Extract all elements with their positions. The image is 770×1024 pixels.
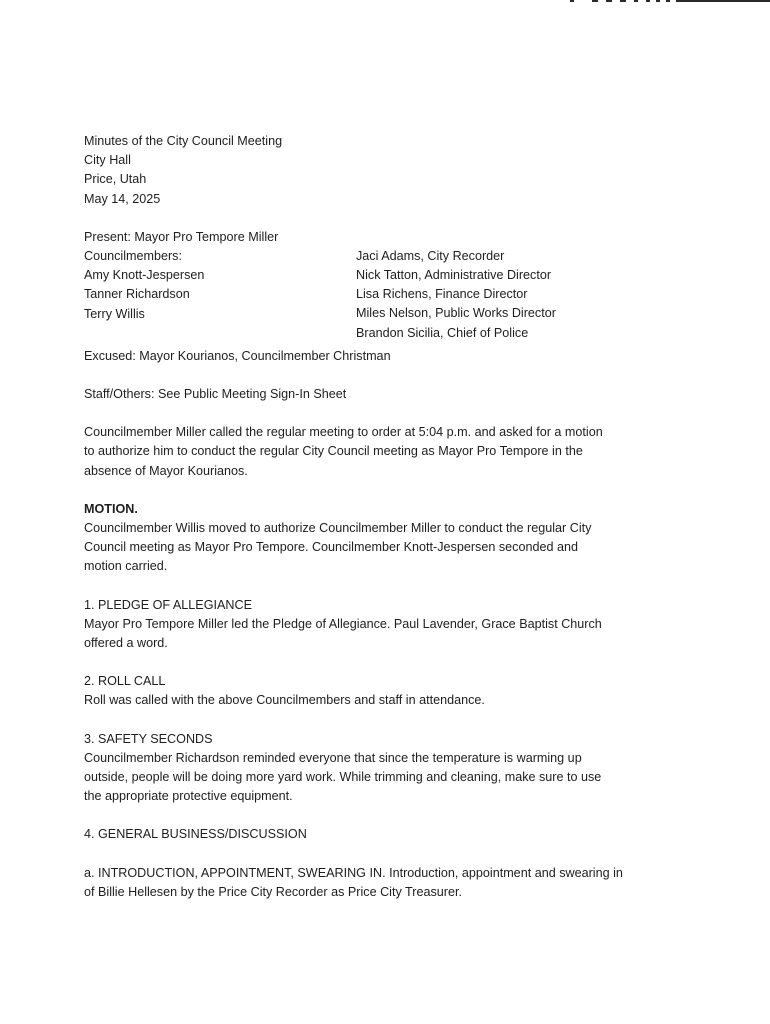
section-heading: 1. PLEDGE OF ALLEGIANCE <box>84 597 252 612</box>
motion-heading: MOTION. <box>84 501 138 516</box>
spacer <box>84 404 684 423</box>
meeting-date: May 14, 2025 <box>84 191 161 206</box>
staff-member: Jaci Adams, City Recorder <box>356 248 505 263</box>
item-a-section <box>84 864 684 902</box>
paragraph-line: Councilmember Willis moved to authorize Councilmember Miller to conduct the regular City <box>84 521 592 536</box>
paragraph-line: the appropriate protective equipment. <box>84 789 293 804</box>
spacer <box>84 806 684 825</box>
spacer <box>84 366 684 385</box>
meeting-city: Price, Utah <box>84 172 147 187</box>
spacer <box>84 209 684 228</box>
councilmember-name: Tanner Richardson <box>84 287 190 302</box>
document-title: Minutes of the City Council Meeting <box>84 134 283 148</box>
staff-member: Nick Tatton, Administrative Director <box>356 268 552 283</box>
paragraph-line: of Billie Hellesen by the Price City Recorder as Price City Treasurer. <box>84 884 462 899</box>
paragraph-line: a. INTRODUCTION, APPOINTMENT, SWEARING IN. Introduction, appointment and swearing in <box>84 865 623 880</box>
attendance-block <box>84 228 684 344</box>
scan-mark-dash <box>570 0 574 2</box>
scan-mark-dash <box>620 0 626 2</box>
staff-member: Miles Nelson, Public Works Director <box>356 306 556 321</box>
councilmembers-label: Councilmembers: <box>84 249 182 264</box>
councilmember-name: Terry Willis <box>84 306 145 321</box>
council-column <box>84 228 344 324</box>
safety-section <box>84 730 684 807</box>
paragraph-line: to authorize him to conduct the regular City Council meeting as Mayor Pro Tempore in the <box>84 444 583 459</box>
scan-mark-dash <box>606 0 612 2</box>
present-line: Present: Mayor Pro Tempore Miller <box>84 229 279 244</box>
scan-mark-dash <box>666 0 670 2</box>
motion-section <box>84 500 684 577</box>
roll-call-section <box>84 672 684 710</box>
spacer <box>84 653 684 672</box>
staff-column <box>356 247 676 343</box>
section-heading: 3. SAFETY SECONDS <box>84 731 213 746</box>
minutes-document <box>84 132 684 902</box>
section-heading: 2. ROLL CALL <box>84 674 166 689</box>
councilmember-name: Amy Knott-Jespersen <box>84 268 205 283</box>
scan-mark-dash <box>646 0 650 2</box>
call-to-order-paragraph <box>84 423 684 481</box>
scan-mark-line <box>676 0 770 2</box>
scan-edge-mark <box>570 0 770 4</box>
spacer <box>84 577 684 596</box>
paragraph-line: Councilmember Richardson reminded everyone that since the temperature is warming up <box>84 750 582 765</box>
spacer <box>84 711 684 730</box>
spacer <box>84 481 684 500</box>
scan-mark-dash <box>634 0 638 2</box>
meeting-location: City Hall <box>84 153 131 168</box>
excused-line: Excused: Mayor Kourianos, Councilmember Christman <box>84 348 391 363</box>
paragraph-line: motion carried. <box>84 559 168 574</box>
scan-mark-dash <box>656 0 660 2</box>
spacer <box>84 845 684 864</box>
paragraph-line: absence of Mayor Kourianos. <box>84 463 248 478</box>
staff-member: Lisa Richens, Finance Director <box>356 287 528 302</box>
pledge-section <box>84 596 684 654</box>
paragraph-line: offered a word. <box>84 636 168 651</box>
document-header <box>84 132 684 209</box>
paragraph-line: Councilmember Miller called the regular meeting to order at 5:04 p.m. and asked for a motion <box>84 425 603 440</box>
staff-member: Brandon Sicilia, Chief of Police <box>356 325 529 340</box>
paragraph-line: outside, people will be doing more yard work. While trimming and cleaning, make sure to use <box>84 770 602 785</box>
paragraph-line: Roll was called with the above Councilmembers and staff in attendance. <box>84 693 485 708</box>
staff-others-line: Staff/Others: See Public Meeting Sign-In Sheet <box>84 387 347 402</box>
section-heading: 4. GENERAL BUSINESS/DISCUSSION <box>84 827 307 842</box>
paragraph-line: Mayor Pro Tempore Miller led the Pledge of Allegiance. Paul Lavender, Grace Baptist Church <box>84 616 602 631</box>
paragraph-line: Council meeting as Mayor Pro Tempore. Councilmember Knott-Jespersen seconded and <box>84 540 578 555</box>
scan-mark-dash <box>592 0 598 2</box>
